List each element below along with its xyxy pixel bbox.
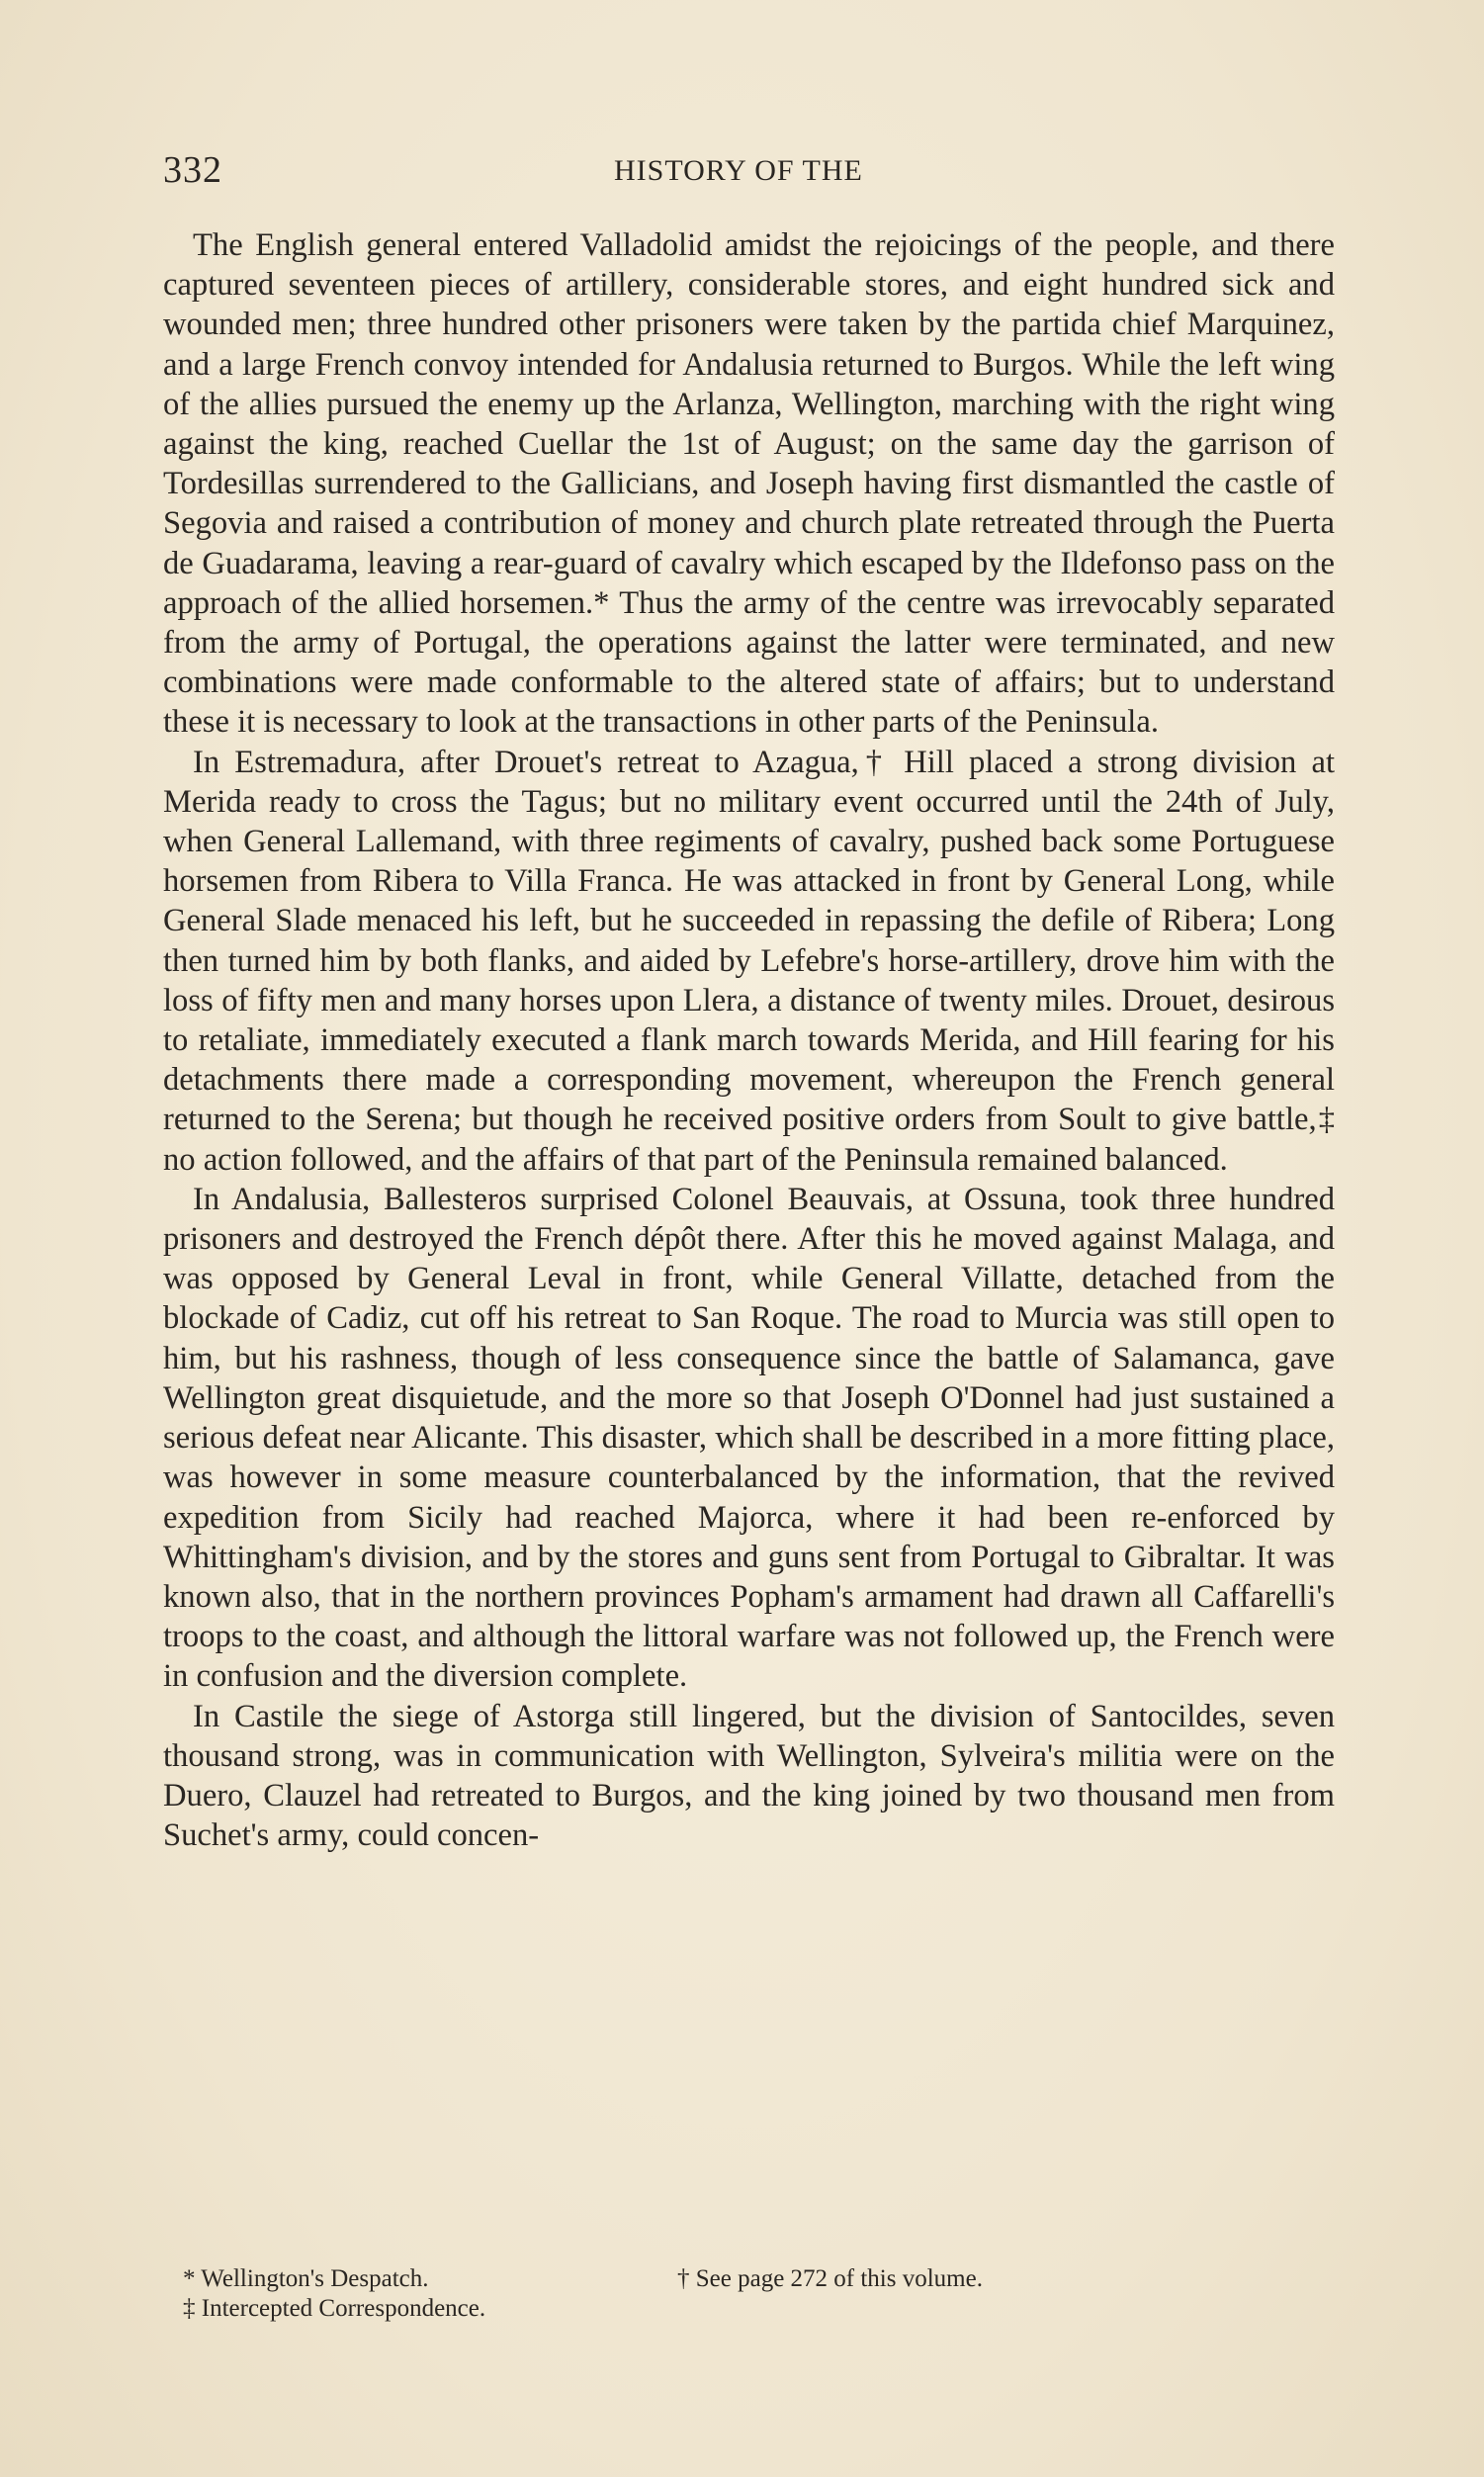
paragraph-andalusia: In Andalusia, Ballesteros surprised Colonel Beauvais, at Ossuna, took three hundred prisoners and destroyed the French dépôt there. After this he moved against Malaga, and was opposed by General Leval in front, while General Villatte, detached from the blockade of Cadiz, cut off his retreat to San Roque. The road to Murcia was still open to him, but his rashness, though of less consequence since the battle of Salamanca, gave Wellington great disquietude, and the more so that Joseph O'Donnel had just sustained a serious defeat near Alicante. This disaster, which shall be described in a more fitting place, was however in some measure counterbalanced by the information, that the revived expedition from Sicily had reached Majorca, where it had been re-enforced by Whittingham's division, and by the stores and guns sent from Portugal to Gibraltar. It was known also, that in the northern provinces Popham's armament had drawn all Caffarelli's troops to the coast, and although the littoral warfare was not followed up, the French were in confusion and the diversion complete. [163, 1181, 1335, 1695]
page-header [163, 148, 1330, 198]
paragraph-valladolid: The English general entered Valladolid amidst the rejoicings of the people, and there captured seventeen pieces of artillery, considerable stores, and eight hundred sick and wounded men; three hundred other prisoners were taken by the partida chief Marquinez, and a large French convoy intended for Andalusia returned to Burgos. While the left wing of the allies pursued the enemy up the Arlanza, Wellington, marching with the right wing against the king, reached Cuellar the 1st of August; on the same day the garrison of Tordesillas surrendered to the Gallicians, and Joseph having first dismantled the castle of Segovia and raised a contribution of money and church plate retreated through the Puerta de Guadarama, leaving a rear-guard of cavalry which escaped by the Ildefonso pass on the approach of the allied horsemen.* Thus the army of the centre was irrevocably separated from the army of Portugal, the operations against the latter were terminated, and new combinations were made conformable to the altered state of affairs; but to understand these it is necessary to look at the transactions in other parts of the Peninsula. [163, 227, 1335, 741]
body-text [163, 225, 1335, 1855]
page-number: 332 [163, 149, 222, 191]
footnotes [183, 2264, 1172, 2324]
paragraph-estremadura: In Estremadura, after Drouet's retreat to Azagua,† Hill placed a strong division at Merida ready to cross the Tagus; but no military event occurred until the 24th of July, when General Lallemand, with three regiments of cavalry, pushed back some Portuguese horsemen from Ribera to Villa Franca. He was attacked in front by General Long, while General Slade menaced his left, but he succeeded in repassing the defile of Ribera; Long then turned him by both flanks, and aided by Lefebre's horse-artillery, drove him with the loss of fifty men and many horses upon Llera, a distance of twenty miles. Drouet, desirous to retaliate, immediately executed a flank march towards Merida, and Hill fearing for his detachments there made a corresponding movement, whereupon the French general returned to the Serena; but though he received positive orders from Soult to give battle,‡ no action followed, and the affairs of that part of the Peninsula remained balanced. [163, 744, 1335, 1178]
paragraph-castile: In Castile the siege of Astorga still lingered, but the division of Santocildes, seven thousand strong, was in communication with Wellington, Sylveira's militia were on the Duero, Clauzel had retreated to Burgos, and the king joined by two thousand men from Suchet's army, could concen- [163, 1698, 1335, 1854]
footnote-star: * Wellington's Despatch. [183, 2265, 429, 2292]
footnote-dagger: † See page 272 of this volume. [677, 2265, 983, 2292]
running-title: HISTORY OF THE [614, 154, 863, 187]
footnote-double-dagger: ‡ Intercepted Correspondence. [183, 2295, 486, 2322]
